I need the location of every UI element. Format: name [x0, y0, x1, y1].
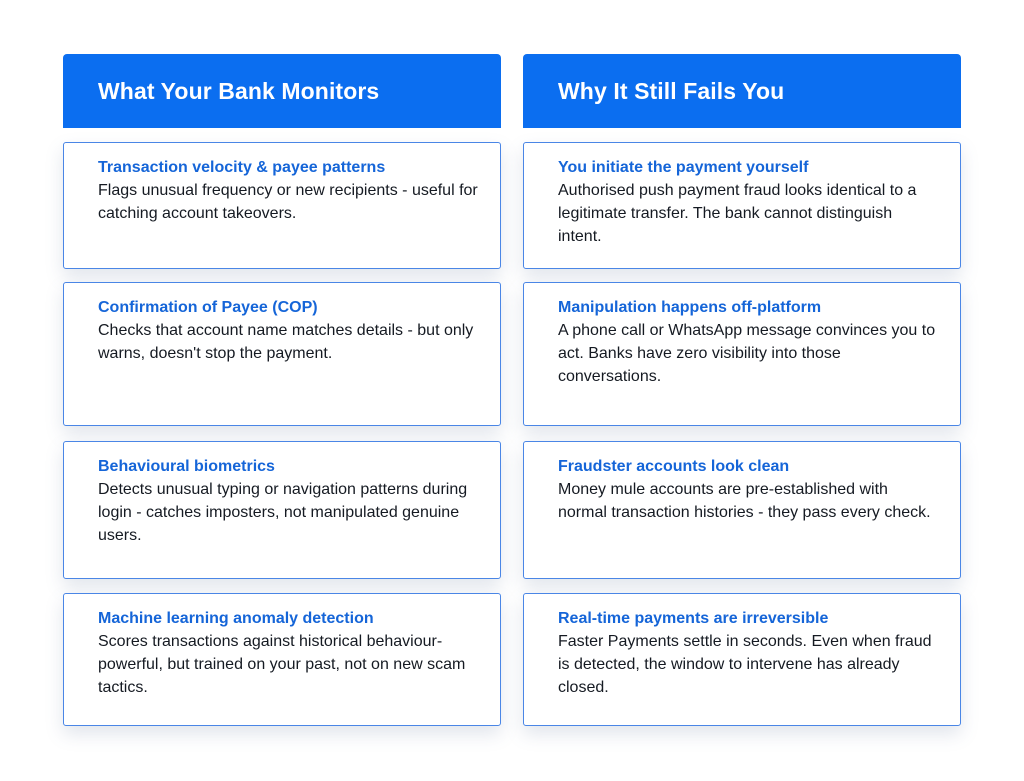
bank-monitors-column — [63, 54, 501, 696]
monitor-card-velocity — [63, 142, 501, 269]
monitor-card-cop — [63, 282, 501, 426]
card-body: Money mule accounts are pre-established with normal transaction histories - they pass every check. — [558, 481, 931, 521]
card-title: Real-time payments are irreversible — [558, 610, 829, 627]
card-body: Detects unusual typing or navigation patterns during login - catches imposters, not manipulated genuine users. — [98, 481, 468, 544]
fail-card-initiate — [523, 142, 961, 269]
card-title: Confirmation of Payee (COP) — [98, 299, 318, 316]
card-title: You initiate the payment yourself — [558, 159, 809, 176]
card-title: Fraudster accounts look clean — [558, 458, 790, 475]
card-title: Machine learning anomaly detection — [98, 610, 374, 627]
card-title: Transaction velocity & payee patterns — [98, 159, 386, 176]
monitor-card-biometrics — [63, 441, 501, 579]
card-body: Checks that account name matches details - but only warns, doesn't stop the payment. — [98, 322, 474, 362]
fail-card-irreversible — [523, 593, 961, 726]
monitor-card-ml — [63, 593, 501, 726]
card-body: A phone call or WhatsApp message convinces you to act. Banks have zero visibility into those conversations. — [558, 322, 936, 385]
fail-card-mule-accounts — [523, 441, 961, 579]
card-body: Faster Payments settle in seconds. Even when fraud is detected, the window to intervene has already closed. — [558, 633, 932, 696]
fails-header: Why It Still Fails You — [523, 54, 961, 128]
fails-column — [523, 54, 961, 696]
card-body: Scores transactions against historical behaviour-powerful, but trained on your past, not on new scam tactics. — [98, 633, 466, 696]
bank-monitors-header: What Your Bank Monitors — [63, 54, 501, 128]
card-body: Authorised push payment fraud looks identical to a legitimate transfer. The bank cannot distinguish intent. — [558, 182, 917, 245]
card-title: Manipulation happens off-platform — [558, 299, 822, 316]
card-title: Behavioural biometrics — [98, 458, 275, 475]
fail-card-off-platform — [523, 282, 961, 426]
card-body: Flags unusual frequency or new recipients - useful for catching account takeovers. — [98, 182, 478, 222]
